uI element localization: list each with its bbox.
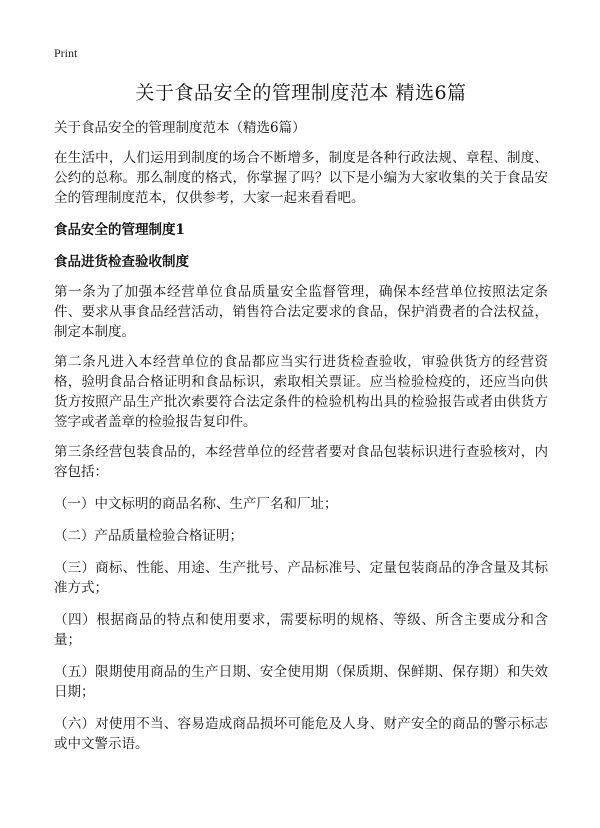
- list-item-2: （二）产品质量检验合格证明；: [54, 528, 243, 544]
- sub-heading: 食品进货检查验收制度: [54, 254, 189, 270]
- print-label: Print: [54, 46, 78, 60]
- intro-paragraph: 在生活中，人们运用到制度的场合不断增多，制度是各种行政法规、章程、制度、公约的总称。那么制度的格式，你掌握了吗？以下是小编为大家收集的关于食品安全的管理制度范本，仅供参考，大家一起来看看吧。: [54, 150, 548, 206]
- section-heading: 食品安全的管理制度1: [54, 222, 185, 238]
- list-item-6: （六）对使用不当、容易造成商品损坏可能危及人身、财产安全的商品的警示标志或中文警示语。: [54, 716, 548, 752]
- list-item-1: （一）中文标明的商品名称、生产厂名和厂址；: [54, 496, 338, 512]
- article-1: 第一条为了加强本经营单位食品质量安全监督管理，确保本经营单位按照法定条件、要求从事食品经营活动，销售符合法定要求的食品，保护消费者的合法权益，制定本制度。: [54, 284, 548, 340]
- article-3: 第三条经营包装食品的，本经营单位的经营者要对食品包装标识进行查验核对，内容包括：: [54, 444, 548, 480]
- document-title: 关于食品安全的管理制度范本 精选6篇: [135, 82, 467, 104]
- list-item-5: （五）限期使用商品的生产日期、安全使用期（保质期、保鲜期、保存期）和失效日期；: [54, 664, 548, 700]
- document-subtitle: 关于食品安全的管理制度范本（精选6篇）: [54, 120, 306, 136]
- article-2: 第二条凡进入本经营单位的食品都应当实行进货检查验收，审验供货方的经营资格，验明食品合格证明和食品标识，索取相关票证。应当检验检疫的，还应当向供货方按照产品生产批次索要符合法定条件的检验机构出具的检验报告或者由供货方签字或者盖章的检验报告复印件。: [54, 354, 548, 430]
- list-item-3: （三）商标、性能、用途、生产批号、产品标准号、定量包装商品的净含量及其标准方式；: [54, 560, 548, 596]
- list-item-4: （四）根据商品的特点和使用要求，需要标明的规格、等级、所含主要成分和含量；: [54, 612, 548, 648]
